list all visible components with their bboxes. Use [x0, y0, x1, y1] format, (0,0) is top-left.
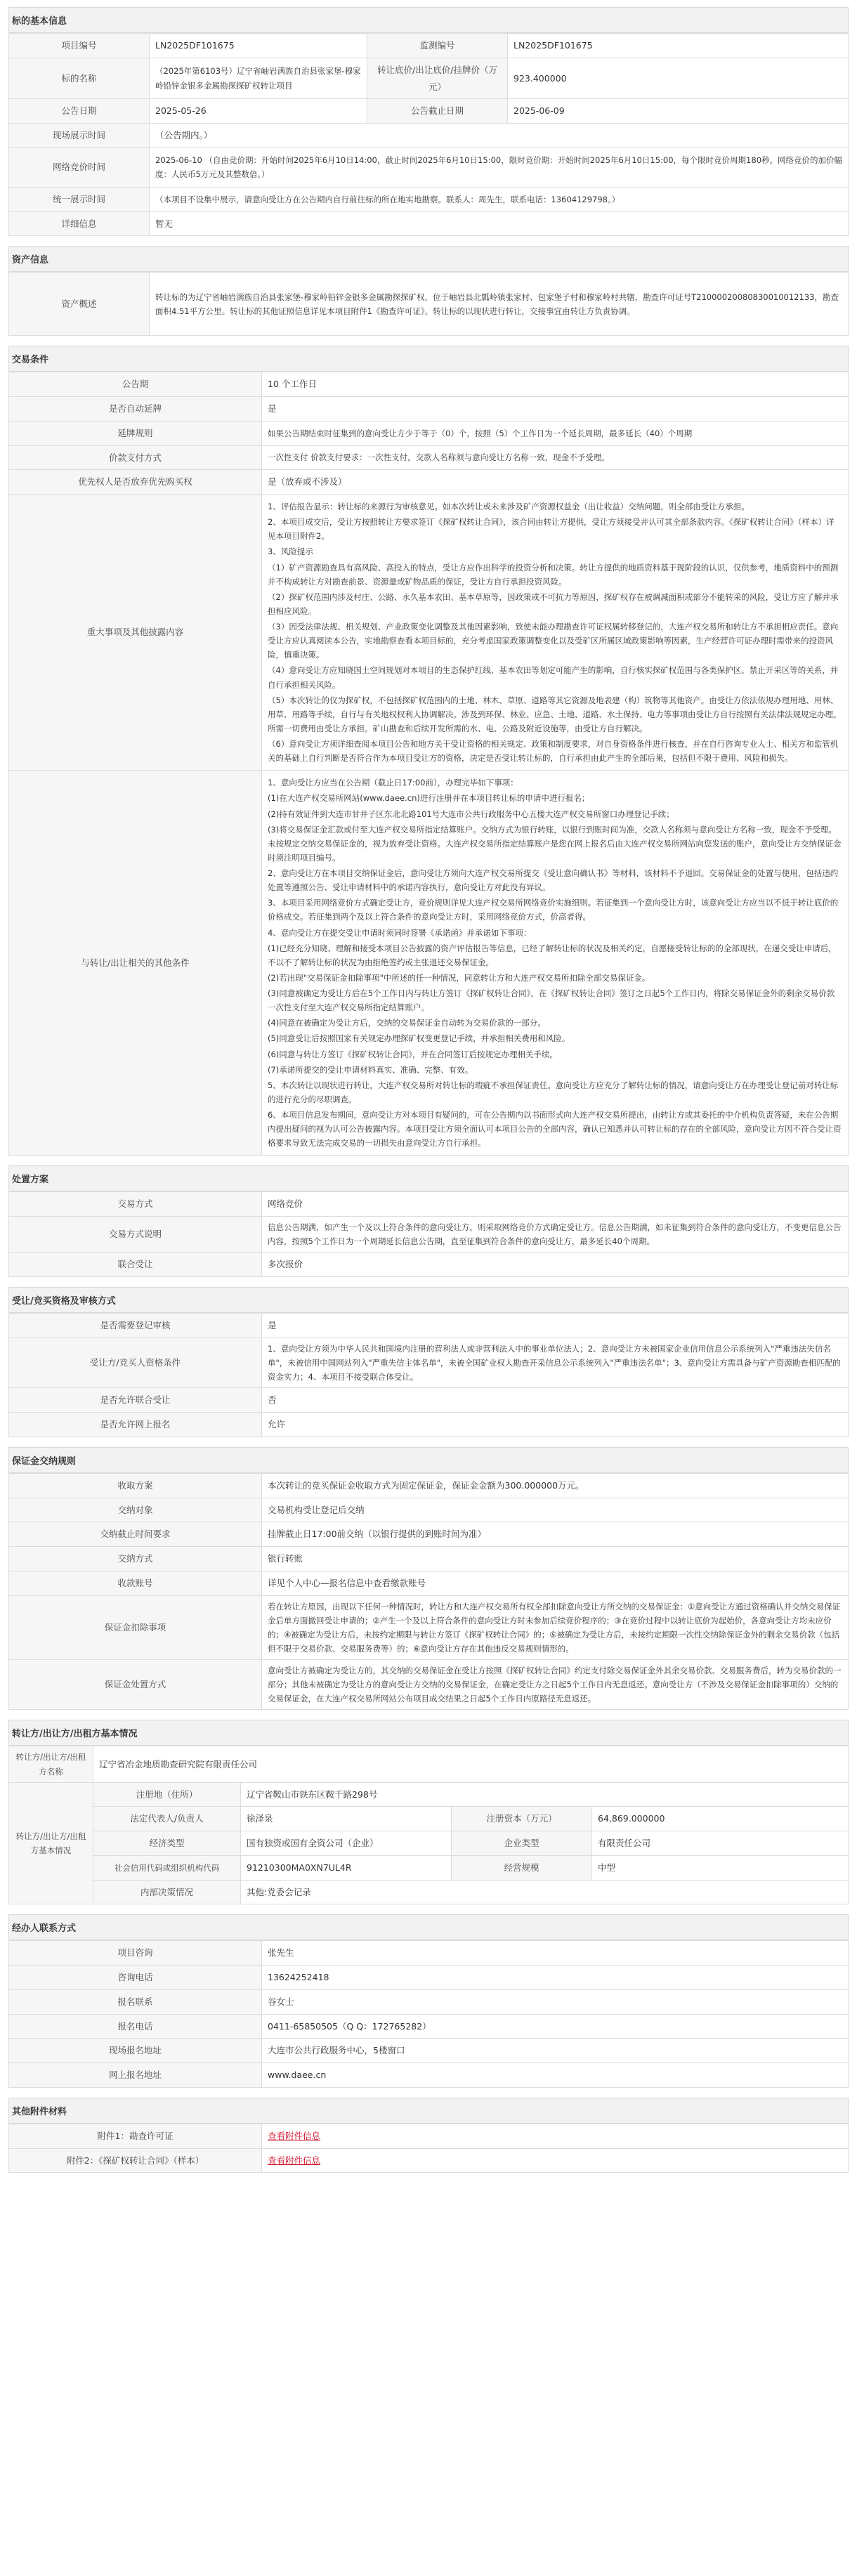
unified-time-label: 统一展示时间 [9, 187, 150, 211]
object-label: 交纳对象 [9, 1498, 262, 1522]
addr-label: 注册地（住所） [93, 1782, 241, 1807]
related-para: (1)在大连产权交易所网站(www.daee.cn)进行注册并在本项目转让标的申请中进行报名； [268, 793, 590, 804]
way-label: 交纳方式 [9, 1547, 262, 1571]
pay-label: 价款支付方式 [9, 445, 262, 470]
related-para: 6、本项目信息发布期间，意向受让方对本项目有疑问的，可在公告期内以书面形式向大连产权交易所提出，由转让方或其委托的中介机构负责答疑，未在公告期内提出疑问的视为认可公告披露内容。本项目受让方须全面认可本项目公告的全部内容，确认已知悉并认可转让标的存在的全部风险，意向受让方因不符合受让资格要求导致无法完成交易的一切损失由意向受让方自行承担。 [268, 1110, 842, 1149]
price: 923.400000 [508, 58, 849, 99]
method: 网络竞价 [262, 1192, 849, 1217]
online-time-label: 网络竞价时间 [9, 148, 150, 187]
online: 允许 [262, 1413, 849, 1437]
section-qual-title: 受让/竞买资格及审核方式 [8, 1287, 849, 1313]
subject-name: （2025年第6103号）辽宁省岫岩满族自治县张家堡-穆家岭铅锌金银多金属勘探探矿权转让项目 [150, 58, 367, 99]
transferor-name: 辽宁省冶金地质勘查研究院有限责任公司 [93, 1746, 849, 1782]
project-contact: 张先生 [262, 1941, 849, 1966]
site-time-label: 现场展示时间 [9, 124, 150, 148]
subject-name-label: 标的名称 [9, 58, 150, 99]
credit: 91210300MA0XN7UL4R [241, 1855, 452, 1880]
related-label: 与转让/出让相关的其他条件 [9, 771, 262, 1156]
handle-label: 保证金处置方式 [9, 1660, 262, 1710]
major-para: 2、本项目成交后，受让方按照转让方要求签订《探矿权转让合同》，该合同由转让方提供，受让方须接受并认可其全部条款内容。《探矿权转让合同》（样本）详见本项目附件2。 [268, 517, 835, 542]
related-para: (1)已经充分知晓、理解和接受本项目公告披露的资产评估报告等信息，已经了解转让标的状况及相关约定，自愿接受转让标的的全部现状，在递交受让申请后，不以不了解转让标的状况为由拒绝签约或主张退还交易保证金。 [268, 943, 837, 967]
account: 详见个人中心—报名信息中查看缴款账号 [262, 1571, 849, 1595]
auto-extend-label: 是否自动延牌 [9, 397, 262, 421]
report-phone-label: 报名电话 [9, 2014, 262, 2039]
econ-label: 经济类型 [93, 1831, 241, 1856]
report-addr-label: 现场报名地址 [9, 2039, 262, 2063]
company-type-label: 企业类型 [452, 1831, 592, 1856]
cond-label: 受让方/竞买人资格条件 [9, 1338, 262, 1387]
method-desc-label: 交易方式说明 [9, 1217, 262, 1253]
major-content [262, 495, 849, 771]
major-para: 1、评估报告显示：转让标的来源行为审核意见。如本次转让或未来涉及矿产资源权益金（出让收益）交纳问题，则全部由受让方承担。 [268, 502, 750, 511]
end-date: 2025-06-09 [508, 99, 849, 124]
project-phone: 13624252418 [262, 1966, 849, 1990]
supervision-no: LN2025DF101675 [508, 34, 849, 58]
related-content [262, 771, 849, 1156]
section-disposal-title: 处置方案 [8, 1165, 849, 1191]
account-label: 收款账号 [9, 1571, 262, 1595]
bottom-spacer [8, 2173, 849, 2222]
section-basic-title: 标的基本信息 [8, 7, 849, 33]
related-para: (7)承诺所提交的受让申请材料真实、准确、完整、有效。 [268, 1064, 473, 1075]
overview: 转让标的为辽宁省岫岩满族自治县张家堡-穆家岭铅锌金银多金属勘探探矿权，位于岫岩县北瓢岭镇张家村、包家堡子村和穆家岭村共辖，勘查许可证号T21000020080830010012133，勘查面积4.51平方公里。转让标的其他证照信息详见本项目附件1《勘查许可证》。转让标的以现状进行转让，交接事宜由转让方负责协调。 [150, 273, 849, 336]
report-contact-label: 报名联系 [9, 1989, 262, 2014]
deposit-table [8, 1473, 849, 1711]
related-para: (3)将交易保证金汇款或付至大连产权交易所指定结算账户。交纳方式为银行转账，以银行到账时间为准，交款人名称须与意向受让方名称一致，现金不予受理。未按规定交纳交易保证金的，视为放弃受让资格。大连产权交易所指定结算账户是您在网上报名后由大连产权交易所网站向您发送的账户，意向受让方交纳保证金时须注明项目编号。 [268, 824, 842, 863]
detail-label: 详细信息 [9, 211, 150, 236]
auto-extend: 是 [262, 397, 849, 421]
multiple-label: 是否允许联合受让 [9, 1388, 262, 1413]
related-para: 3、本项目采用网络竞价方式确定受让方，竞价规则详见大连产权交易所网络竞价实施细则。若征集到一个意向受让方时，该意向受让方应当以不低于转让底价的价格成交。若征集到两个及以上符合条件的意向受让方时，采用网络竞价方式，价高者得。 [268, 898, 839, 922]
online-label: 是否允许网上报名 [9, 1413, 262, 1437]
major-para: 3、风险提示 [268, 547, 313, 557]
priority-label: 优先权人是否放弃优先购买权 [9, 470, 262, 495]
price-label: 转让底价/出让底价/挂牌价（万元） [367, 58, 508, 99]
project-phone-label: 咨询电话 [9, 1966, 262, 1990]
addr: 辽宁省鞍山市铁东区鞍千路298号 [241, 1782, 849, 1807]
section-asset-title: 资产信息 [8, 246, 849, 272]
transferor-name-label: 转让方/出让方/出租方名称 [9, 1746, 93, 1782]
forfeit: 若在转让方原因，出现以下任何一种情况时，转让方和大连产权交易所有权全部扣除意向受让方所交纳的交易保证金：①意向受让方通过资格确认并交纳交易保证金后单方面撤回受让申请的；②产生一个及以上符合条件的意向受让方时未参加后续竞价程序的；③在竞价过程中以转让底价为起始价，各意向受让方均未应价的；④被确定为受让方后，未按约定期限与转让方签订《探矿权转让合同》的；⑤被确定为受让方后，未按约定期限一次性交纳除保证金外的剩余交易价款（包括但不限于交易价款、交易服务费等）的；⑥意向受让方存在其他违反交易规则情形的。 [262, 1595, 849, 1660]
econ: 国有独资或国有全资公司（企业） [241, 1831, 452, 1856]
section-deposit-title: 保证金交纳规则 [8, 1447, 849, 1473]
need-reg-label: 是否需要登记审核 [9, 1314, 262, 1338]
transferor-table [8, 1746, 849, 1904]
attach-link[interactable]: 查看附件信息 [268, 2130, 321, 2141]
project-no: LN2025DF101675 [150, 34, 367, 58]
major-para: （1）矿产资源勘查具有高风险、高投入的特点，受让方应作出科学的投资分析和决策。转让方提供的地质资料基于现阶段的认识，仅供参考，地质资料中的预测并不构成转让方对勘查前景、资源量或矿物品质的保证，受让方自行承担投资风险。 [268, 562, 839, 587]
legal: 徐泽泉 [241, 1807, 452, 1831]
decision: 其他:党委会记录 [241, 1880, 849, 1904]
agent-table [8, 1940, 849, 2088]
scale: 中型 [592, 1855, 849, 1880]
notice-period-label: 公告期 [9, 372, 262, 397]
need-reg: 是 [262, 1314, 849, 1338]
pay: 一次性支付 价款支付要求：一次性支付，交款人名称须与意向受让方名称一致，现金不予受理。 [262, 445, 849, 470]
related-para: 2、意向受让方在本项目交纳保证金后，意向受让方须向大连产权交易所提交《受让意向确认书》等材料，该材料不予退回。交易保证金的处置与使用，包括违约处置等遵照公告、受让申请材料中的承诺内容执行，意向受让方对此没有异议。 [268, 868, 839, 893]
way: 银行转账 [262, 1547, 849, 1571]
extend-rule: 如果公告期结束时征集到的意向受让方少于等于（0）个，按照（5）个工作日为一个延长周期，最多延长（40）个周期 [262, 421, 849, 445]
join-label: 联合受让 [9, 1253, 262, 1277]
related-para: 5、本次转让以现状进行转让，大连产权交易所对转让标的瑕疵不承担保证责任。意向受让方应充分了解转让标的情况，请意向受让方在办理受让登记前对转让标的进行充分的尽职调查。 [268, 1080, 839, 1104]
credit-label: 社会信用代码或组织机构代码 [93, 1855, 241, 1880]
major-para: （3）因受法律法规、相关规划、产业政策变化调整及其他因素影响，致使未能办理勘查许可证权属转移登记的，大连产权交易所和转让方不承担相应责任。意向受让方应认真阅读本公告，实地勘察查看本项目标的，充分考虑国家政策调整变化以及受矿区所属区域政策影响等因素，生产经营许可证办理时需带来的投资风险，慎重决策。 [268, 622, 839, 660]
section-trade-title: 交易条件 [8, 346, 849, 372]
deadline: 挂牌截止日17:00前交纳（以银行提供的到账时间为准） [262, 1522, 849, 1547]
site-time: （公告期内。） [150, 124, 849, 148]
related-para: (2)持有效证件到大连市甘井子区东北北路101号大连市公共行政服务中心五楼大连产权交易所窗口办理登记手续； [268, 809, 674, 819]
page [0, 7, 857, 2222]
join: 多次报价 [262, 1253, 849, 1277]
qual-table [8, 1313, 849, 1437]
section-agent-title: 经办人联系方式 [8, 1914, 849, 1940]
capital-label: 注册资本（万元） [452, 1807, 592, 1831]
priority: 是（放弃或不涉及） [262, 470, 849, 495]
overview-label: 资产概述 [9, 273, 150, 336]
deadline-label: 交纳截止时间要求 [9, 1522, 262, 1547]
major-para: （6）意向受让方须详细查阅本项目公告和地方关于受让资格的相关规定、政策和制度要求，对自身资格条件进行核查，并在自行咨询专业人士、相关方和监管机关的基础上自行判断是否符合作为本项目受让方的资格，决定是否受让转让标的，自行承担由此产生的全部后果，包括但不限于费用、风险和损失。 [268, 739, 839, 764]
handle: 意向受让方被确定为受让方的，其交纳的交易保证金在受让方按照《探矿权转让合同》约定支付除交易保证金外其余交易价款、交易服务费后，转为交易价款的一部分；其他未被确定为受让方的意向受让方交纳的交易保证金，在确定受让方之日起5个工作日内无息返还。意向受让方（不涉及交易保证金扣除事项的）交纳的交易保证金，在大连产权交易所网站公布项目成交结果之日起5个工作日内原路径无息返还。 [262, 1660, 849, 1710]
major-para: （2）探矿权范围内涉及村庄、公路、永久基本农田、基本草原等，因政策或不可抗力等原因，探矿权存在被调减面积或部分不能转采的风险，受让方应了解并承担相应风险。 [268, 591, 839, 616]
project-contact-label: 项目咨询 [9, 1941, 262, 1966]
amount-label: 收取方案 [9, 1473, 262, 1498]
decision-label: 内部决策情况 [93, 1880, 241, 1904]
notice-period: 10 个工作日 [262, 372, 849, 397]
amount: 本次转让的竞买保证金收取方式为固定保证金，保证金金额为300.000000万元。 [262, 1473, 849, 1498]
net-addr-label: 网上报名地址 [9, 2063, 262, 2088]
trade-table [8, 372, 849, 1156]
section-transferor-title: 转让方/出让方/出租方基本情况 [8, 1720, 849, 1746]
related-para: (4)同意在被确定为受让方后，交纳的交易保证金自动转为交易价款的一部分。 [268, 1018, 546, 1028]
online-time: 2025-06-10 （自由竞价期：开始时间2025年6月10日14:00，截止时间2025年6月10日15:00，限时竞价期：开始时间2025年6月10日15:00，每个限时竞价周期180秒。网络竞价的加价幅度：人民币5万元及其整数倍。） [150, 148, 849, 187]
multiple: 否 [262, 1388, 849, 1413]
attach-table [8, 2124, 849, 2173]
report-contact: 谷女士 [262, 1989, 849, 2014]
related-para: (2)若出现"交易保证金扣除事项"中所述的任一种情况，同意转让方和大连产权交易所扣除全部交易保证金。 [268, 972, 650, 983]
end-label: 公告截止日期 [367, 99, 508, 124]
scale-label: 经营规模 [452, 1855, 592, 1880]
transferor-group-label: 转让方/出让方/出租方基本情况 [9, 1782, 93, 1904]
start-label: 公告日期 [9, 99, 150, 124]
related-para: 4、意向受让方在提交受让申请时须同时签署《承诺函》并承诺如下事项： [268, 927, 532, 938]
extend-rule-label: 延牌规则 [9, 421, 262, 445]
related-para: (3)同意被确定为受让方后在5个工作日内与转让方签订《探矿权转让合同》，在《探矿权转让合同》签订之日起5个工作日内，将除交易保证金外的剩余交易价款一次性支付至大连产权交易所指定结算账户。 [268, 988, 835, 1013]
related-para: 1、意向受让方应当在公告期（截止日17:00前），办理完毕如下事项： [268, 778, 518, 788]
attach-label: 附件2：《探矿权转让合同》（样本） [9, 2148, 262, 2173]
report-phone: 0411-65850505（Q Q：172765282） [262, 2014, 849, 2039]
basic-table [8, 33, 849, 236]
legal-label: 法定代表人/负责人 [93, 1807, 241, 1831]
section-attach-title: 其他附件材料 [8, 2098, 849, 2124]
related-para: (6)同意与转让方签订《探矿权转让合同》，并在合同签订后按规定办理相关手续。 [268, 1049, 558, 1059]
company-type: 有限责任公司 [592, 1831, 849, 1856]
project-no-label: 项目编号 [9, 34, 150, 58]
asset-table [8, 272, 849, 336]
attach-label: 附件1：勘查许可证 [9, 2124, 262, 2148]
related-para: (5)同意受让后按照国家有关规定办理探矿权变更登记手续，并承担相关费用和风险。 [268, 1033, 570, 1044]
attach-link[interactable]: 查看附件信息 [268, 2155, 321, 2166]
method-desc: 信息公告期满，如产生一个及以上符合条件的意向受让方，则采取网络竞价方式确定受让方。信息公告期满，如未征集到符合条件的意向受让方，不变更信息公告内容，按照5个工作日为一个周期延长信息公告期，直至征集到符合条件的意向受让方，最多延长40个周期。 [262, 1217, 849, 1253]
net-addr: www.daee.cn [262, 2063, 849, 2088]
supervision-no-label: 监测编号 [367, 34, 508, 58]
major-label: 重大事项及其他披露内容 [9, 495, 262, 771]
major-para: （4）意向受让方应知晓国土空间规划对本项目的生态保护红线、基本农田等划定可能产生的影响，自行核实探矿权范围与各类保护区、禁止开采区等的关系，并自行承担相关风险。 [268, 665, 839, 690]
disposal-table [8, 1191, 849, 1277]
major-para: （5）本次转让的仅为探矿权，不包括探矿权范围内的土地、林木、草原、道路等其它资源及地表建（构）筑物等其他资产。由受让方依法依规办理用地、用林、用草、用路等手续，自行与有关地权权利人协调解决。涉及到环保、林业、应急、土地、道路、水土保持、电力等事项由受让方自行按照有关法律法规规定办理。所需一切费用由受让方承担。矿山勘查和后续开发所需的水、电、公路及附近设施等，由受让方自行解决。 [268, 695, 842, 733]
method-label: 交易方式 [9, 1192, 262, 1217]
unified-time: （本项目不设集中展示，请意向受让方在公告期内自行前往标的所在地实地勘察。联系人：周先生，联系电话：13604129798。） [150, 187, 849, 211]
start-date: 2025-05-26 [150, 99, 367, 124]
cond: 1、意向受让方须为中华人民共和国境内注册的营利法人或非营利法人中的事业单位法人；2、意向受让方未被国家企业信用信息公示系统列入"严重违法失信名单"，未被信用中国网站列入"严重失信主体名单"，未被全国矿业权人勘查开采信息公示系统列入"严重违法名单"；3、意向受让方需具备与矿产资源勘查相匹配的资金实力；4、本项目不接受联合体受让。 [262, 1338, 849, 1387]
forfeit-label: 保证金扣除事项 [9, 1595, 262, 1660]
detail: 暂无 [150, 211, 849, 236]
report-addr: 大连市公共行政服务中心，5楼窗口 [262, 2039, 849, 2063]
object: 交易机构受让登记后交纳 [262, 1498, 849, 1522]
capital: 64,869.000000 [592, 1807, 849, 1831]
